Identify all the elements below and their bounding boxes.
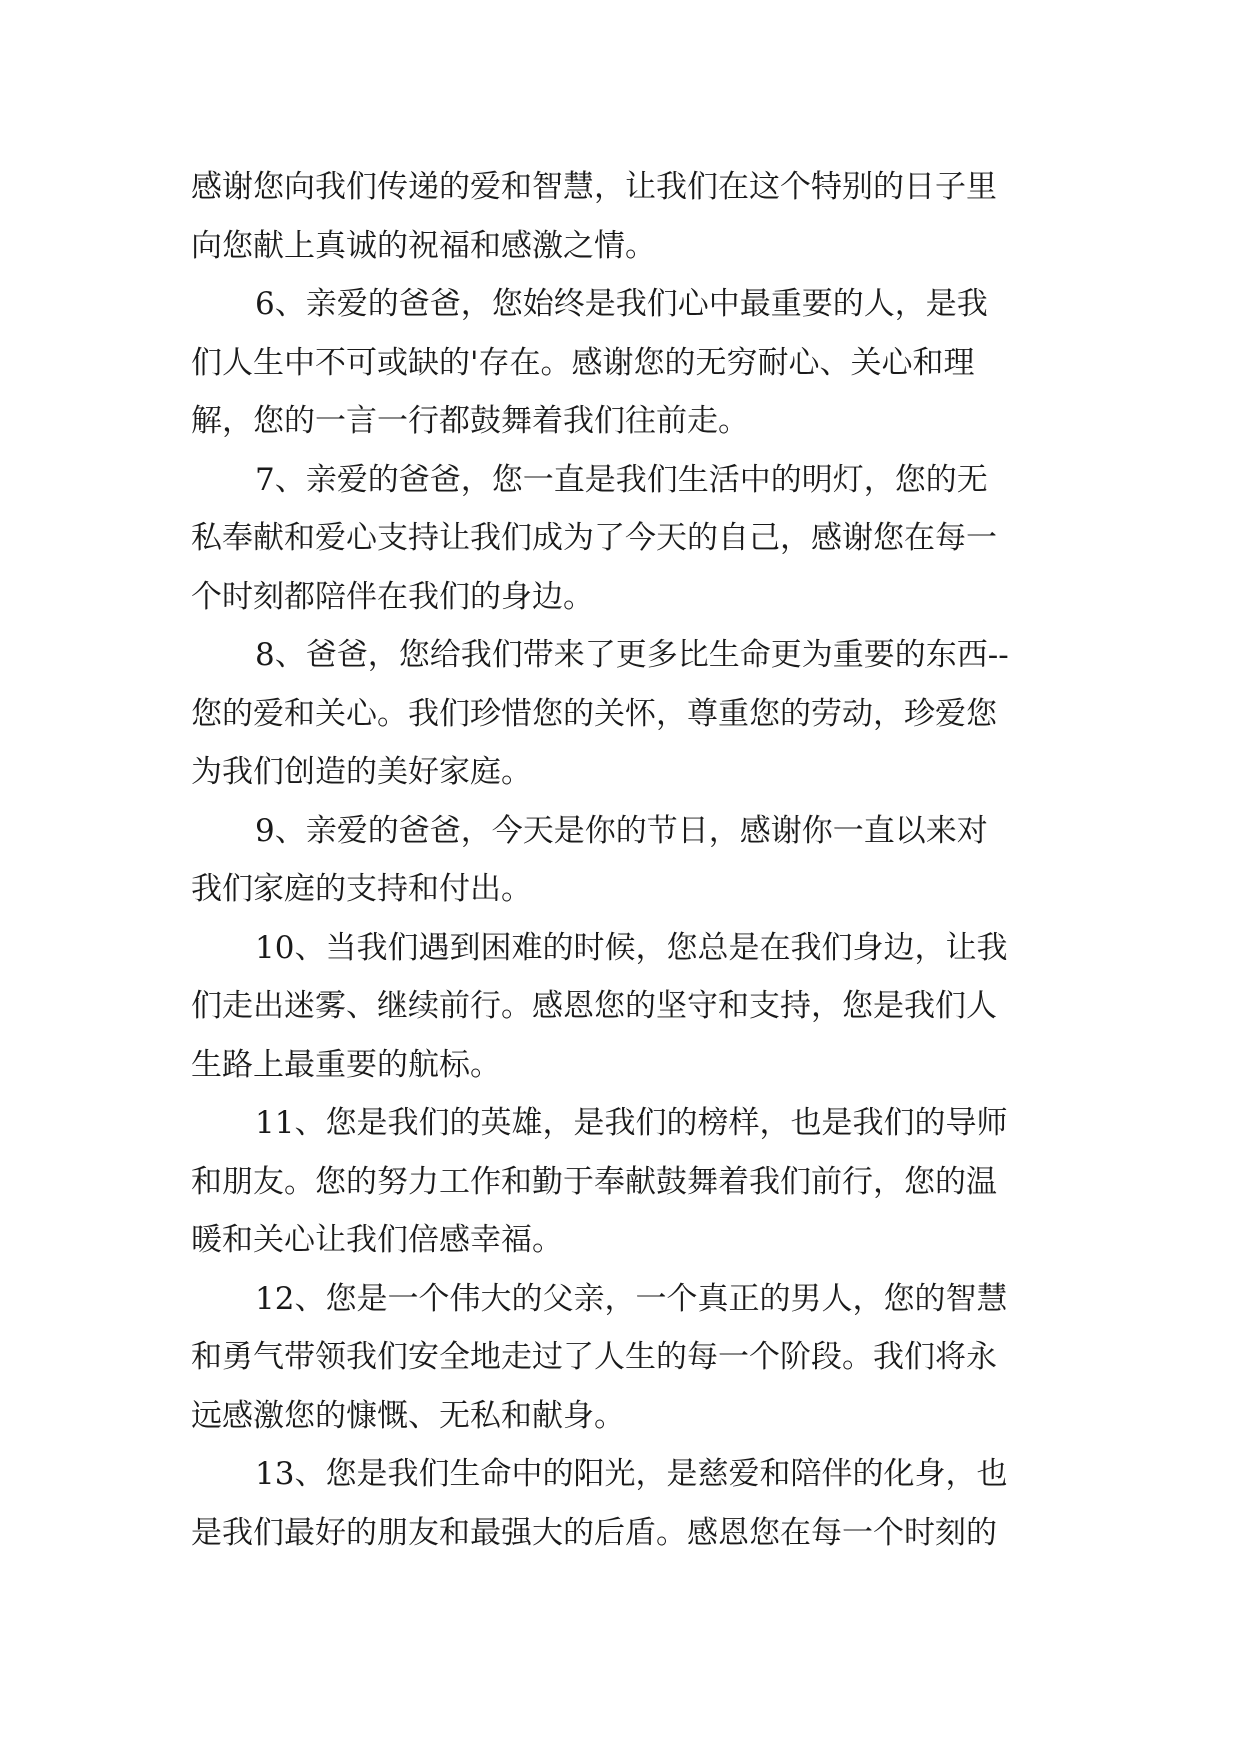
text-line: 们人生中不可或缺的'存在。感谢您的无穷耐心、关心和理 [191, 344, 975, 381]
text-line: 是我们最好的朋友和最强大的后盾。感恩您在每一个时刻的 [191, 1514, 997, 1551]
text-line: 和朋友。您的努力工作和勤于奉献鼓舞着我们前行，您的温 [191, 1163, 997, 1200]
text-line: 解，您的一言一行都鼓舞着我们往前走。 [191, 403, 749, 439]
text-line: 您的爱和关心。我们珍惜您的关怀，尊重您的劳动，珍爱您 [191, 695, 997, 732]
text-line: 我们家庭的支持和付出。 [191, 871, 532, 907]
document-body [191, 158, 1061, 1562]
text-line: 们走出迷雾、继续前行。感恩您的坚守和支持，您是我们人 [191, 988, 997, 1024]
text-line: 10、当我们遇到困难的时候，您总是在我们身边，让我 [255, 929, 1008, 966]
text-line: 和勇气带领我们安全地走过了人生的每一个阶段。我们将永 [191, 1339, 997, 1375]
text-line: 为我们创造的美好家庭。 [191, 754, 532, 790]
text-line: 8、爸爸，您给我们带来了更多比生命更为重要的东西-- [255, 637, 1009, 673]
text-line: 11、您是我们的英雄，是我们的榜样，也是我们的导师 [255, 1105, 1008, 1141]
text-line: 9、亲爱的爸爸，今天是你的节日，感谢你一直以来对 [255, 812, 988, 849]
text-line: 生路上最重要的航标。 [191, 1046, 501, 1083]
text-line: 6、亲爱的爸爸，您始终是我们心中最重要的人，是我 [255, 286, 988, 322]
text-line: 13、您是我们生命中的阳光，是慈爱和陪伴的化身，也 [255, 1456, 1008, 1492]
text-line: 暖和关心让我们倍感幸福。 [191, 1222, 563, 1258]
text-line: 12、您是一个伟大的父亲，一个真正的男人，您的智慧 [255, 1280, 1008, 1317]
text-line: 私奉献和爱心支持让我们成为了今天的自己，感谢您在每一 [191, 520, 997, 556]
text-line: 7、亲爱的爸爸，您一直是我们生活中的明灯，您的无 [255, 461, 988, 498]
text-line: 感谢您向我们传递的爱和智慧，让我们在这个特别的日子里 [191, 169, 997, 205]
text-line: 远感激您的慷慨、无私和献身。 [191, 1397, 625, 1434]
text-line: 向您献上真诚的祝福和感激之情。 [191, 227, 656, 264]
text-line: 个时刻都陪伴在我们的身边。 [191, 578, 594, 615]
